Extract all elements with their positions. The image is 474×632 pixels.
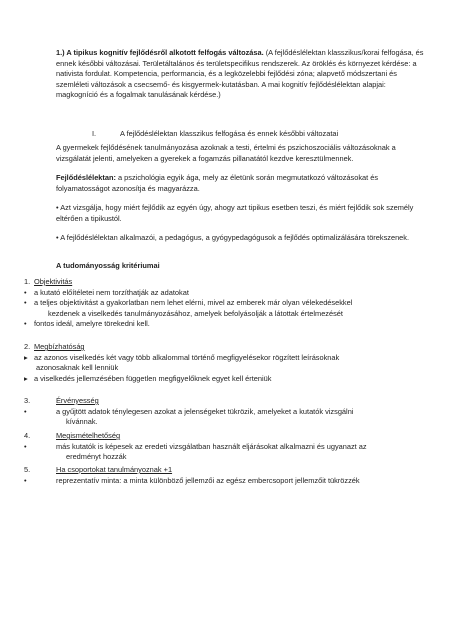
criterion-title: Megismételhetőség [56,431,121,440]
list-item-text: a teljes objektivitást a gyakorlatban nem lehet elérni, mivel az emberek már olyan vélekedésekkel [34,298,353,308]
bullet-icon: • [24,475,27,485]
list-item-text: kezdenek a viselkedés tanulmányozásához, amelyek befolyásolják a látottak értelmezését [48,308,343,318]
bullet-icon: • [24,287,27,297]
criterion-number: 3. [24,396,31,405]
list-item-continuation [24,452,444,463]
list-item-text: más kutatók is képesek az eredeti vizsgálatban használt eljárásokat alkalmazni és ugyanazt az [56,441,367,451]
criterion-title: Ha csoportokat tanulmányoznak +1 [56,465,173,474]
list-item-text: reprezentatív minta: a minta különböző jellemzői az egész embercsoport jellemzőit tükrözzék [56,475,360,485]
list-item-text: a viselkedés jellemzésében független megfigyelőknek egyet kell érteniük [34,373,272,383]
section-title: A fejlődéslélektan klasszikus felfogása és ennek későbbi változatai [120,129,339,138]
bullet-icon: • [24,298,27,308]
bullet-paragraph-2: • A fejlődéslélektan alkalmazói, a pedagógus, a gyógypedagógusok a fejlődés optimalizálására törekszenek. [56,233,410,242]
list-item [24,353,444,364]
intro-title: 1.) A tipikus kognitív fejlődésről alkotott felfogás változása. [56,48,264,57]
section-number: I. [92,129,97,138]
criterion-number: 1. [24,277,31,286]
list-item [24,319,444,330]
bullet-paragraph-1: • Azt vizsgálja, hogy miért fejlődik az egyén úgy, ahogy azt tipikus esetben teszi, és miért fejlődik sok személy eltérően a tipikustól. [56,203,414,223]
section-heading [92,129,432,140]
list-item-text: eredményt hozzák [66,452,127,462]
list-item-continuation [24,363,444,374]
list-item-text: a gyűjtött adatok ténylegesen azokat a jelenségeket tükrözik, amelyeket a kutatók vizsgálni [56,406,354,416]
paragraph-definition: A gyermekek fejlődésének tanulmányozása azoknak a testi, értelmi és pszichoszociális változásoknak a vizsgálatát jelenti, amelyeken a gyerekek a fogamzás pillanatától kezdve keresztülmennek. [56,143,396,163]
term-fejlodeslelektan: Fejlődéslélektan: [56,173,116,182]
criterion-csoportok [24,465,444,486]
criterion-title-row [24,342,444,353]
list-item [24,442,444,453]
criterion-megismetelhetoseg [24,431,444,463]
criterion-title-row [24,465,444,476]
intro-paragraph [56,48,426,101]
list-item [24,476,444,487]
criterion-number: 2. [24,342,31,351]
criterion-title: Objektivitás [34,277,73,286]
paragraph-fejlodeslelektan [56,173,426,194]
list-item [24,407,444,418]
list-item [24,288,444,299]
criterion-megbizhatosag [24,342,444,384]
criterion-title-row [24,396,444,407]
list-item-text: az azonos viselkedés két vagy több alkalommal történő megfigyelésekor rögzített leírásoknak [34,352,340,362]
arrow-bullet-icon: ▸ [24,373,28,383]
bullet-icon: • [24,406,27,416]
criterion-number: 5. [24,465,31,474]
list-item-text: a kutató előítéletei nem torzíthatják az adatokat [34,287,189,297]
intro-text: (A fejlődéslélektan klasszikus/korai felfogása, és ennek későbbi változásai. Területáltalános és területspecifikus rendszerek. Az öröklés és környezet kérdése: a nativista fordulat. Kompetencia, performancia, és a legközelebbi fejlődési zóna; alapvető módszertani és szemléleti változások a csecsemő- és kisgyermek-kutatásban. A mai kognitív fejlődéslélektan alapjai: magkogníció és a fogalmak tanulásának kérdése.) [56,48,424,100]
bullet-icon: • [24,319,27,329]
list-item-continuation [24,417,444,428]
list-item [24,298,444,309]
criterion-title: Megbízhatóság [34,342,85,351]
criterion-ervenyesseg [24,396,444,428]
criterion-objektivitas [24,277,444,330]
list-item-text: kívánnak. [66,417,98,427]
list-item-continuation [24,309,444,320]
list-item [24,374,444,385]
list-item-text: azonosaknak kell lenniük [36,363,119,373]
bullet-icon: • [24,441,27,451]
term-definition: a pszichológia egyik ága, mely az életünk során megmutatkozó változásokat és folyamatosságot azonosítja és magyarázza. [56,173,379,193]
criterion-title-row [24,431,444,442]
criterion-title: Érvényesség [56,396,99,405]
arrow-bullet-icon: ▸ [24,352,28,362]
criteria-heading: A tudományosság kritériumai [56,261,160,270]
criterion-title-row [24,277,444,288]
criterion-number: 4. [24,431,31,440]
list-item-text: fontos ideál, amelyre törekedni kell. [34,319,150,329]
